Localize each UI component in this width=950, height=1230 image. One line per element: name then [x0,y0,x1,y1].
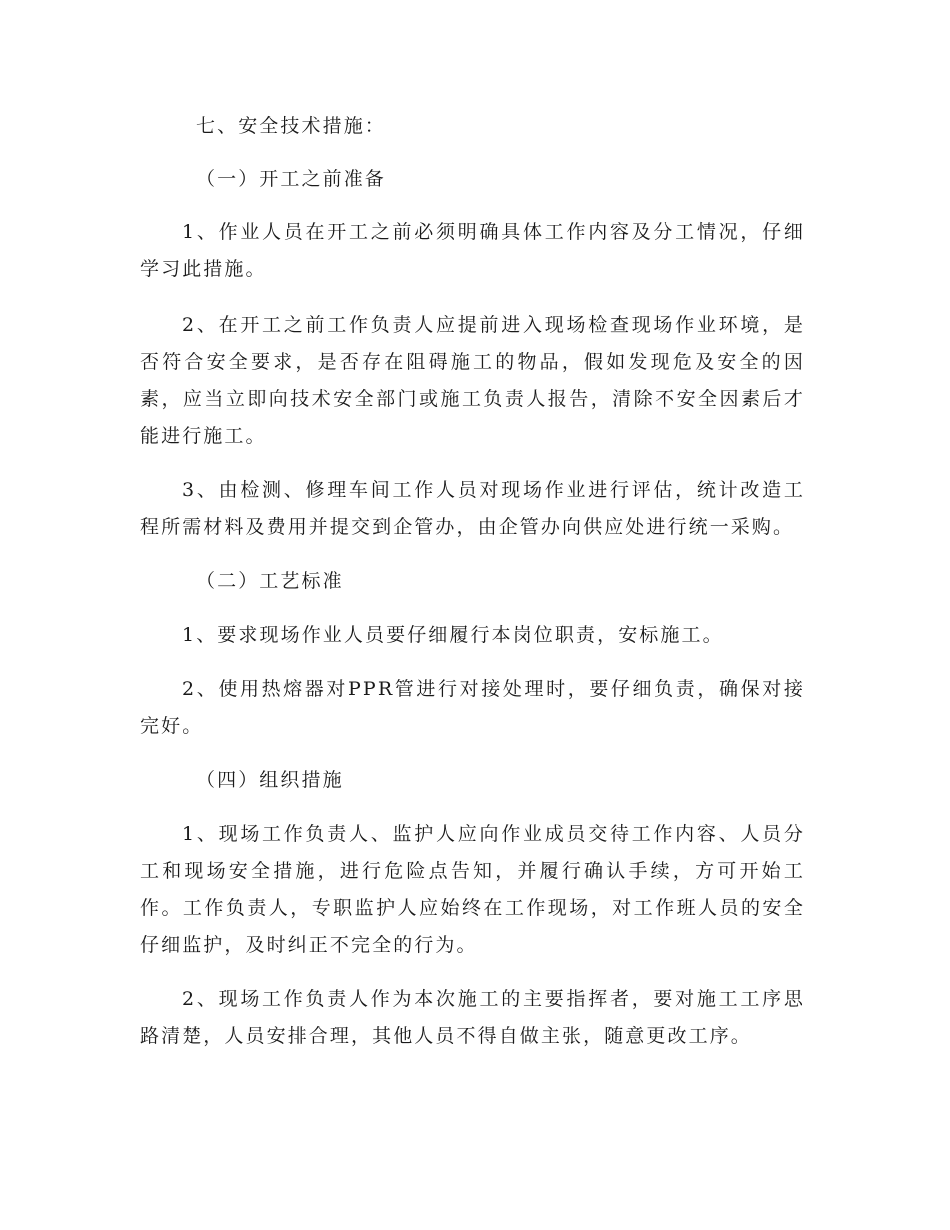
paragraph-organization-2: 2、现场工作负责人作为本次施工的主要指挥者，要对施工工序思路清楚，人员安排合理，其他人员不得自做主张，随意更改工序。 [140,988,805,1047]
paragraph-organization-1: 1、现场工作负责人、监护人应向作业成员交待工作内容、人员分工和现场安全措施，进行危险点告知，并履行确认手续，方可开始工作。工作负责人，专职监护人应始终在工作现场，对工作班人员的安全仔细监护，及时纠正不完全的行为。 [140,823,805,956]
paragraph-process-2: 2、使用热熔器对PPR管进行对接处理时，要仔细负责，确保对接完好。 [140,678,805,737]
subsection-heading-preparation: （一）开工之前准备 [196,168,386,190]
section-heading-safety-measures: 七、安全技术措施： [196,115,386,137]
paragraph-preparation-1: 1、作业人员在开工之前必须明确具体工作内容及分工情况，仔细学习此措施。 [140,221,805,280]
paragraph-process-1: 1、要求现场作业人员要仔细履行本岗位职责，安标施工。 [182,624,724,646]
paragraph-preparation-2: 2、在开工之前工作负责人应提前进入现场检查现场作业环境，是否符合安全要求，是否存在阻碍施工的物品，假如发现危及安全的因素，应当立即向技术安全部门或施工负责人报告，清除不安全因素后才能进行施工。 [140,314,805,447]
document-body [140,108,805,1055]
subsection-heading-organization: （四）组织措施 [196,769,344,791]
paragraph-preparation-3: 3、由检测、修理车间工作人员对现场作业进行评估，统计改造工程所需材料及费用并提交到企管办，由企管办向供应处进行统一采购。 [140,479,805,538]
subsection-heading-process-standard: （二）工艺标准 [196,570,344,592]
